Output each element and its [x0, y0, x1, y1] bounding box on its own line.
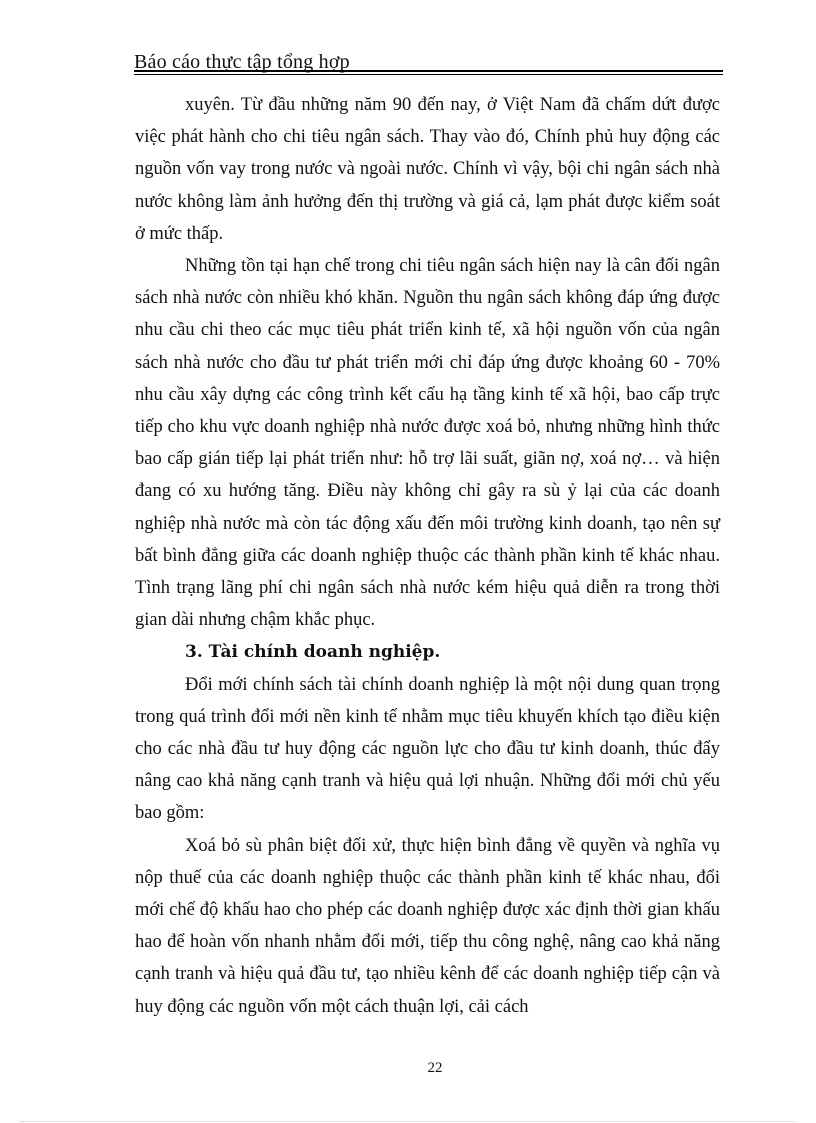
paragraph-1: xuyên. Từ đầu những năm 90 đến nay, ở Việt Nam đã chấm dứt được việc phát hành cho chi tiêu ngân sách. Thay vào đó, Chính phủ huy động các nguồn vốn vay trong nước và ngoài nước. Chính vì vậy, bội chi ngân sách nhà nước không làm ảnh hưởng đến thị trường và giá cả, lạm phát được kiểm soát ở mức thấp. — [135, 95, 720, 244]
header-rule-thick — [134, 70, 723, 72]
paragraph-2: Những tồn tại hạn chế trong chi tiêu ngân sách hiện nay là cân đối ngân sách nhà nước còn nhiều khó khăn. Nguồn thu ngân sách không đáp ứng được nhu cầu chi theo các mục tiêu phát triển kinh tế, xã hội nguồn vốn của ngân sách nhà nước cho đầu tư phát triển mới chỉ đáp ứng được khoảng 60 - 70% nhu cầu xây dựng các công trình kết cấu hạ tầng kinh tế xã hội, bao cấp trực tiếp cho khu vực doanh nghiệp nhà nước được xoá bỏ, nhưng những hình thức bao cấp gián tiếp lại phát triển như: hỗ trợ lãi suất, giãn nợ, xoá nợ… và hiện đang có xu hướng tăng. Điều này không chỉ gây ra sù ỷ lại của các doanh nghiệp nhà nước mà còn tác động xấu đến môi trường kinh doanh, tạo nên sự bất bình đẳng giữa các doanh nghiệp thuộc các thành phần kinh tế khác nhau. Tình trạng lãng phí chi ngân sách nhà nước kém hiệu quả diễn ra trong thời gian dài nhưng chậm khắc phục. — [135, 256, 720, 631]
document-body — [135, 89, 720, 1023]
page-number: 22 — [427, 1060, 443, 1076]
section-heading: 3. Tài chính doanh nghiệp. — [185, 642, 441, 663]
paragraph-4: Xoá bỏ sù phân biệt đối xử, thực hiện bình đẳng về quyền và nghĩa vụ nộp thuế của các doanh nghiệp thuộc các thành phần kinh tế khác nhau, đổi mới chế độ khấu hao cho phép các doanh nghiệp được xác định thời gian khấu hao để hoàn vốn nhanh nhằm đổi mới, tiếp thu công nghệ, nâng cao khả năng cạnh tranh và hiệu quả đầu tư, tạo nhiều kênh để các doanh nghiệp tiếp cận và huy động các nguồn vốn một cách thuận lợi, cải cách — [135, 835, 720, 1017]
paragraph-3: Đổi mới chính sách tài chính doanh nghiệp là một nội dung quan trọng trong quá trình đổi mới nền kinh tế nhằm mục tiêu khuyến khích tạo điều kiện cho các nhà đầu tư huy động các nguồn lực cho đầu tư kinh doanh, thúc đẩy nâng cao khả năng cạnh tranh và hiệu quả lợi nhuận. Những đổi mới chủ yếu bao gồm: — [135, 674, 720, 824]
header-title: Báo cáo thực tập tổng hợp — [134, 51, 350, 73]
header-rule-thin — [134, 74, 723, 75]
page-bottom-divider — [20, 1121, 796, 1122]
